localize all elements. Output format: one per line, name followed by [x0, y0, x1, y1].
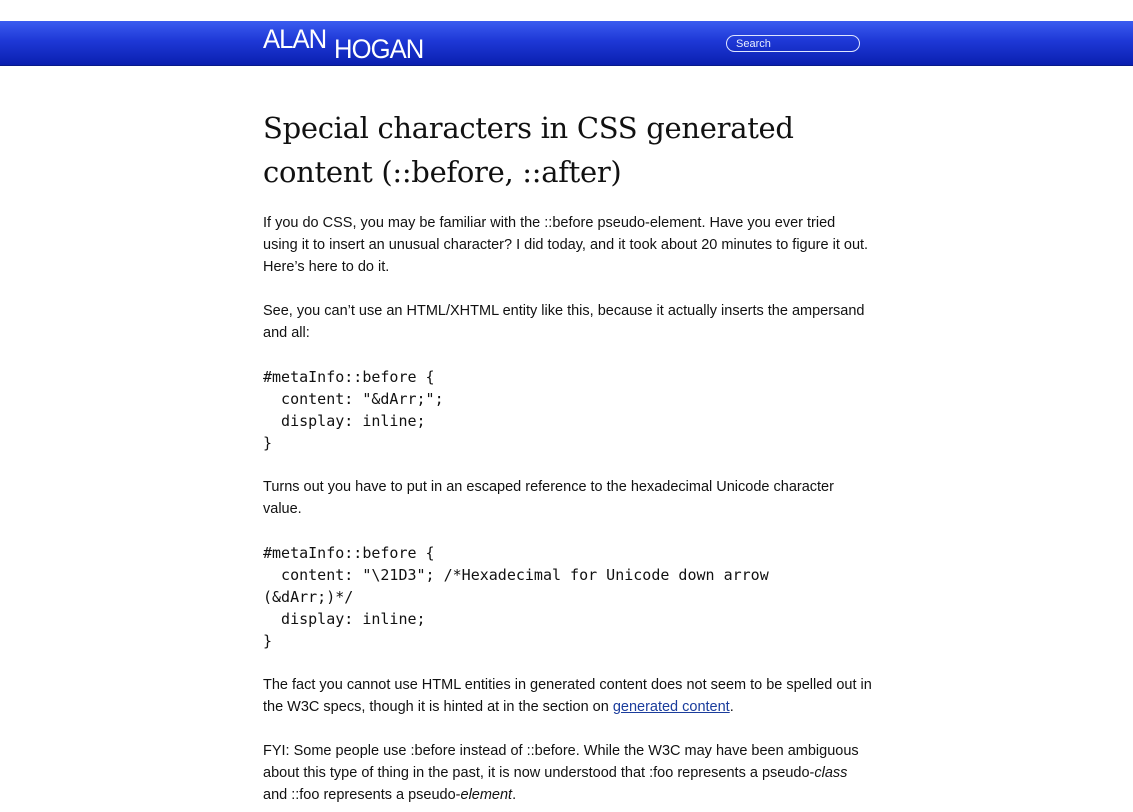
- paragraph-w3c-text: The fact you cannot use HTML entities in generated content does not seem to be spelled out in the W3C specs, though it is hinted at in the section on: [263, 677, 872, 715]
- generated-content-link[interactable]: generated content: [612, 699, 730, 715]
- fyi-text-3: .: [512, 787, 517, 803]
- paragraph-intro: If you do CSS, you may be familiar with the ::before pseudo-element. Have you ever tried using it to insert an unusual character? I did today, and it took about 20 minutes to figure it out. Here’s here to do it.: [263, 215, 869, 275]
- search-input[interactable]: [726, 35, 860, 52]
- fyi-emphasis-class: class: [814, 765, 848, 781]
- spacer: [263, 718, 873, 740]
- spacer: [263, 278, 873, 300]
- paragraph-escape: Turns out you have to put in an escaped reference to the hexadecimal Unicode character value.: [263, 479, 834, 517]
- logo-first-name: ALAN: [263, 24, 327, 54]
- site-header: [0, 21, 1133, 66]
- paragraph-fyi: [263, 740, 873, 806]
- code-block-entity: #metaInfo::before { content: "&dArr;"; display: inline; }: [263, 368, 444, 452]
- spacer: [263, 344, 873, 366]
- article: [263, 106, 873, 806]
- site-logo[interactable]: [263, 24, 438, 62]
- paragraph-entity: See, you can’t use an HTML/XHTML entity like this, because it actually inserts the ampersand and all:: [263, 303, 865, 341]
- code-block-escape: #metaInfo::before { content: "\21D3"; /*Hexadecimal for Unicode down arrow (&dArr;)*/ display: inline; }: [263, 544, 769, 650]
- article-title: Special characters in CSS generated content (::before, ::after): [263, 111, 794, 189]
- paragraph-w3c: [263, 674, 873, 718]
- logo-last-name: HOGAN: [334, 34, 424, 64]
- spacer: [263, 194, 873, 212]
- paragraph-w3c-end: .: [729, 699, 734, 715]
- fyi-text-2: and ::foo represents a pseudo-: [263, 787, 461, 803]
- fyi-emphasis-element: element: [460, 787, 513, 803]
- top-strip: [0, 0, 1133, 21]
- fyi-text-1: FYI: Some people use :before instead of ::before. While the W3C may have been ambiguous about this type of thing in the past, it is now understood that :foo represents a pseudo-: [263, 743, 859, 781]
- spacer: [263, 652, 873, 674]
- spacer: [263, 520, 873, 542]
- spacer: [263, 454, 873, 476]
